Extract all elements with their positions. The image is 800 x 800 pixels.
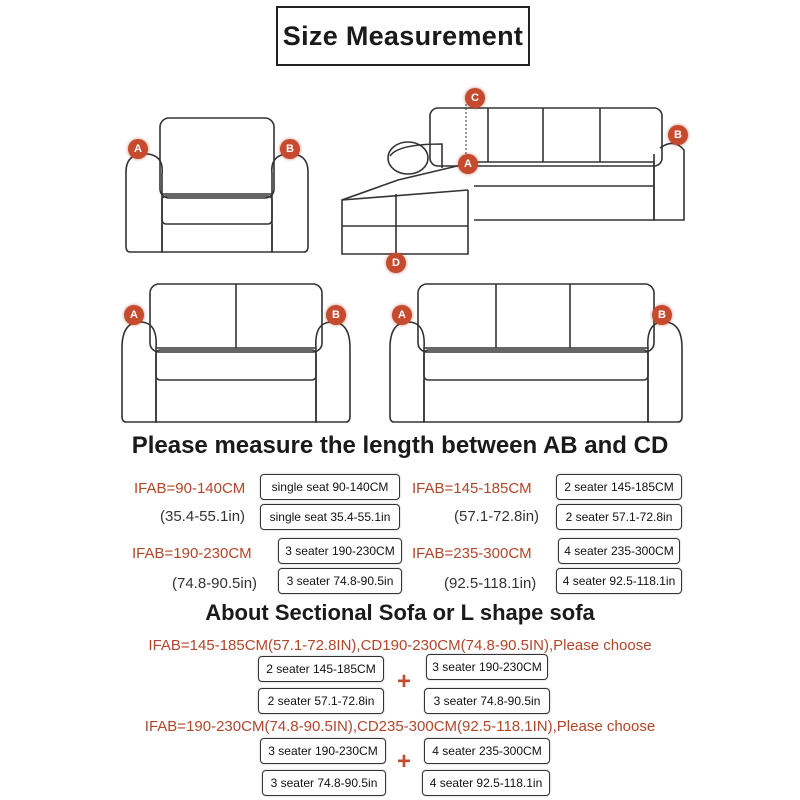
combo-left-cm: 2 seater 145-185CM bbox=[258, 656, 384, 682]
point-b-marker-3: B bbox=[652, 305, 672, 325]
point-a-marker-3: A bbox=[392, 305, 412, 325]
armchair-illustration bbox=[122, 112, 312, 260]
three-seater-sofa-illustration bbox=[386, 282, 686, 428]
inch-text: (35.4-55.1in) bbox=[160, 508, 246, 525]
combo-right-cm: 3 seater 190-230CM bbox=[426, 654, 548, 680]
page-title: Size Measurement bbox=[276, 6, 530, 66]
plus-sign: + bbox=[397, 668, 412, 695]
point-a-marker-2: A bbox=[124, 305, 144, 325]
inch-text: (74.8-90.5in) bbox=[172, 575, 258, 592]
inch-text: (92.5-118.1in) bbox=[444, 575, 537, 592]
combo-left-inch: 3 seater 74.8-90.5in bbox=[262, 770, 386, 796]
combo-left-inch: 2 seater 57.1-72.8in bbox=[258, 688, 384, 714]
measure-instruction: Please measure the length between AB and CD bbox=[131, 432, 669, 459]
size-option-cm: 4 seater 235-300CM bbox=[558, 538, 680, 564]
rule-text: IFAB=90-140CM bbox=[134, 480, 246, 497]
point-b-marker-2: B bbox=[326, 305, 346, 325]
point-d-marker: D bbox=[386, 253, 406, 273]
sectional-heading: About Sectional Sofa or L shape sofa bbox=[205, 600, 595, 625]
combo-right-inch: 4 seater 92.5-118.1in bbox=[422, 770, 550, 796]
point-b-marker: B bbox=[280, 139, 300, 159]
rule-text: IFAB=190-230CM bbox=[132, 545, 252, 562]
size-option-inch: single seat 35.4-55.1in bbox=[260, 504, 400, 530]
combo-rule-text: IFAB=145-185CM(57.1-72.8IN),CD190-230CM(74.8-90.5IN),Please choose bbox=[148, 637, 652, 654]
combo-left-cm: 3 seater 190-230CM bbox=[260, 738, 386, 764]
size-option-cm: single seat 90-140CM bbox=[260, 474, 400, 500]
two-seater-sofa-illustration bbox=[118, 282, 354, 428]
combo-right-cm: 4 seater 235-300CM bbox=[424, 738, 550, 764]
rule-text: IFAB=235-300CM bbox=[412, 545, 532, 562]
combo-right-inch: 3 seater 74.8-90.5in bbox=[424, 688, 550, 714]
plus-sign: + bbox=[397, 748, 412, 775]
size-option-cm: 2 seater 145-185CM bbox=[556, 474, 682, 500]
point-a-marker-l: A bbox=[458, 154, 478, 174]
point-c-marker: C bbox=[465, 88, 485, 108]
point-b-marker-l: B bbox=[668, 125, 688, 145]
size-option-inch: 4 seater 92.5-118.1in bbox=[556, 568, 682, 594]
size-option-cm: 3 seater 190-230CM bbox=[278, 538, 402, 564]
combo-rule-text: IFAB=190-230CM(74.8-90.5IN),CD235-300CM(92.5-118.1IN),Please choose bbox=[144, 718, 656, 735]
size-option-inch: 3 seater 74.8-90.5in bbox=[278, 568, 402, 594]
inch-text: (57.1-72.8in) bbox=[454, 508, 540, 525]
rule-text: IFAB=145-185CM bbox=[412, 480, 532, 497]
size-option-inch: 2 seater 57.1-72.8in bbox=[556, 504, 682, 530]
l-shape-sofa-illustration bbox=[338, 104, 690, 264]
point-a-marker: A bbox=[128, 139, 148, 159]
